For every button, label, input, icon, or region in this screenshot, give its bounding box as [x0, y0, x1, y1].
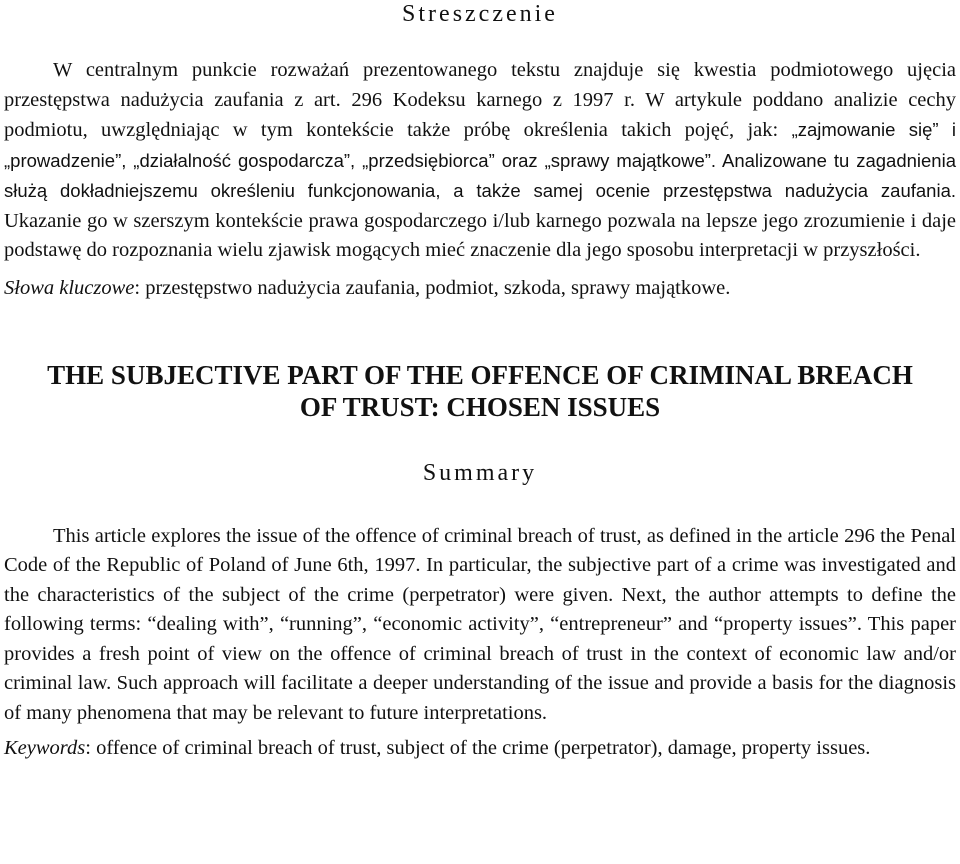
polish-abstract: [4, 56, 956, 266]
english-keywords: [4, 734, 956, 763]
polish-keywords-text: : przestępstwo nadużycia zaufania, podmiot, szkoda, sprawy majątkowe.: [134, 276, 731, 299]
polish-keywords: [4, 274, 956, 303]
english-title-line1: THE SUBJECTIVE PART OF THE OFFENCE OF CRIMINAL BREACH: [47, 359, 913, 390]
english-title-line2: OF TRUST: CHOSEN ISSUES: [299, 391, 661, 422]
english-abstract: This article explores the issue of the offence of criminal breach of trust, as defined in the article 296 the Penal Code of the Republic of Poland of June 6th, 1997. In particular, the subjective part of a crime was investigated and the characteristics of the subject of the crime (perpetrator) were given. Next, the author attempts to define the following terms: “dealing with”, “running”, “economic activity”, “entrepreneur” and “property issues”. This paper provides a fresh point of view on the offence of criminal breach of trust in the context of economic law and/or criminal law. Such approach will facilitate a deeper understanding of the issue and provide a basis for the diagnosis of many phenomena that may be relevant to future interpretations.: [4, 524, 956, 724]
english-title: [4, 359, 956, 423]
polish-abstract-part1: W centralnym punkcie rozważań prezentowanego tekstu znajduje się kwestia podmiotowego ujęcia przestępstwa nadużycia zaufania z art. 296 Kodeksu karnego z 1997 r. W artykule poddano analizie cechy podmiotu, uwzględniając w tym kontekście także próbę określenia takich pojęć, jak:: [4, 59, 956, 141]
english-keywords-text: : offence of criminal breach of trust, subject of the crime (perpetrator), damage, property issues.: [85, 737, 871, 759]
polish-abstract-sans: „zajmowanie się” i „prowadzenie”, „działalność gospodarcza”, „przedsiębiorca” oraz „sprawy majątkowe”. Analizowane tu zagadnienia służą dokładniejszemu określeniu funkcjonowania, a także samej ocenie przestępstwa nadużycia zaufania.: [4, 119, 957, 201]
polish-keywords-label: Słowa kluczowe: [4, 276, 135, 299]
polish-section-title: Streszczenie: [402, 1, 558, 27]
polish-abstract-part2: Ukazanie go w szerszym kontekście prawa gospodarczego i/lub karnego pozwala na lepsze jego zrozumienie i daje podstawę do rozpoznania wielu zjawisk mogących mieć znaczenie dla jego sposobu interpretacji w przyszłości.: [4, 209, 956, 261]
english-section-title: Summary: [422, 459, 538, 486]
english-keywords-label: Keywords: [4, 737, 86, 759]
